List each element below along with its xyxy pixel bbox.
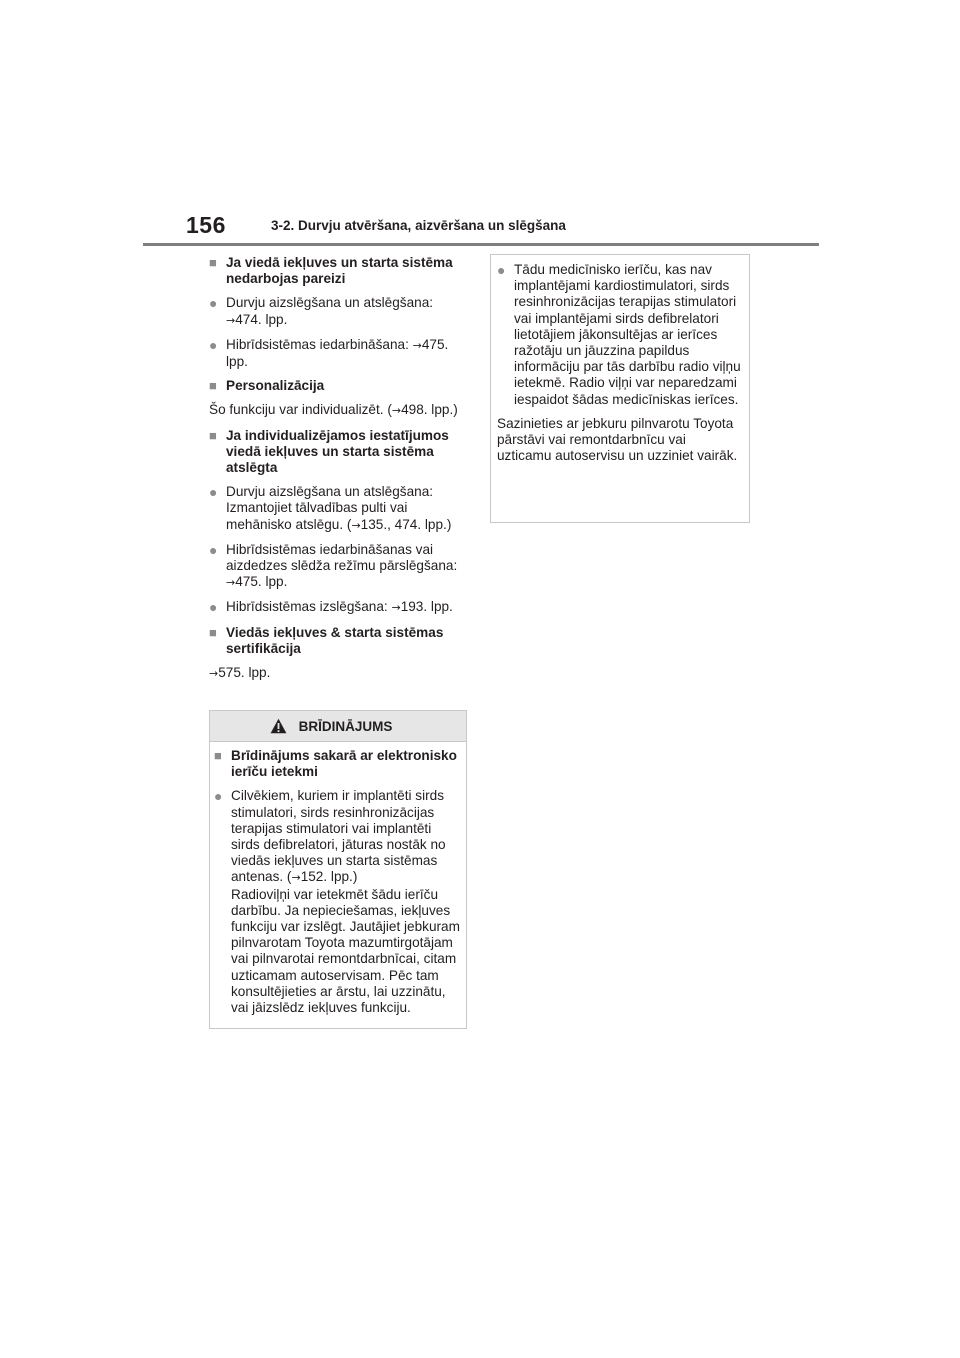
- arrow-icon: →: [209, 667, 219, 681]
- warning-body: [210, 742, 466, 1016]
- arrow-icon: →: [291, 871, 301, 885]
- bullet-icon: ●: [209, 541, 218, 558]
- section-heading: [209, 625, 471, 657]
- arrow-icon: →: [226, 576, 236, 590]
- heading-marker-icon: ■: [209, 427, 217, 443]
- list-item-text: Cilvēkiem, kuriem ir implantēti sirds stimulatori, sirds resinhronizācijas terapijas stimulatori vai implantēti sirds defibrelatori, jāturas nostāk no viedās iekļuves un starta sistēmas antenas. (→152. lpp.) Radioviļņi var ietekmēt šādu ierīču darbību. Ja nepieciešamas, iekļuves funkciju var izslēgt. Jautājiet jebkuram pilnvarotam Toyota mazumtirgotājam vai pilnvarotai remontdarbnīcai, citam uzticamam autoservisam. Pēc tam konsultējieties ar ārstu, lai uzzinātu, vai jāizslēdz iekļuves funkciju.: [231, 788, 460, 1016]
- heading-marker-icon: ■: [209, 624, 217, 640]
- page-reference: 135., 474. lpp.): [360, 516, 452, 532]
- list-item: [214, 788, 462, 1016]
- chapter-title: 3-2. Durvju atvēršana, aizvēršana un slēgšana: [271, 218, 566, 233]
- section-heading: [209, 378, 471, 394]
- warning-heading-text: Brīdinājums sakarā ar elektronisko ierīču ietekmi: [231, 748, 457, 780]
- list-item: [209, 337, 471, 370]
- header-rule: [143, 243, 819, 246]
- page-number: 156: [186, 212, 226, 238]
- section-heading-text: Ja individualizējamos iestatījumos viedā iekļuves un starta sistēma atslēgta: [226, 427, 449, 476]
- heading-marker-icon: ■: [209, 378, 217, 394]
- arrow-icon: →: [391, 404, 402, 418]
- section-heading-text: Personalizācija: [226, 378, 325, 394]
- list-item: [209, 599, 471, 616]
- page-reference: 475. lpp.: [226, 336, 449, 370]
- warning-heading: [214, 748, 462, 780]
- list-item-text: Durvju aizslēgšana un atslēgšana: →474. lpp.: [226, 295, 434, 327]
- list-item-text: Hibrīdsistēmas iedarbināšanas vai aizdedzes slēdža režīmu pārslēgšana: →475. lpp.: [226, 541, 458, 590]
- page-reference: 152. lpp.): [300, 869, 358, 885]
- warning-title: BRĪDINĀJUMS: [298, 718, 393, 734]
- bullet-icon: ●: [209, 336, 218, 353]
- arrow-icon: →: [351, 518, 361, 532]
- page-reference: 498. lpp.): [401, 402, 458, 418]
- list-item: [209, 542, 471, 592]
- section-heading: [209, 255, 471, 287]
- bullet-icon: ●: [209, 484, 218, 501]
- list-item: [209, 295, 471, 328]
- list-item-text: Durvju aizslēgšana un atslēgšana: Izmantojiet tālvadības pulti vai mehānisko atslēgu. (→135., 474. lpp.): [226, 484, 452, 532]
- page-reference: 193. lpp.: [400, 599, 453, 615]
- warning-header: [210, 711, 466, 742]
- warning-box: [209, 710, 467, 1029]
- arrow-icon: →: [412, 338, 422, 352]
- heading-marker-icon: ■: [209, 255, 217, 270]
- paragraph: Sazinieties ar jebkuru pilnvarotu Toyota pārstāvi vai remontdarbnīcu vai uzticamu autoservisu un uzziniet vairāk.: [497, 415, 738, 464]
- paragraph: Šo funkciju var individualizēt. (→498. lpp.): [209, 402, 458, 418]
- paragraph: [209, 665, 471, 682]
- page-reference: 475. lpp.: [235, 574, 288, 590]
- arrow-icon: →: [391, 601, 401, 615]
- page-reference: 575. lpp.: [218, 665, 271, 681]
- list-item-text: Hibrīdsistēmas izslēgšana: →193. lpp.: [226, 599, 453, 615]
- info-box: [490, 254, 750, 523]
- heading-marker-icon: ■: [214, 748, 222, 763]
- bullet-icon: ●: [497, 262, 506, 278]
- page-reference: 474. lpp.: [235, 311, 288, 327]
- left-column: [209, 255, 471, 690]
- warning-triangle-icon: [270, 718, 287, 734]
- bullet-icon: ●: [214, 788, 223, 805]
- section-heading-text: Ja viedā iekļuves un starta sistēma nedarbojas pareizi: [226, 255, 453, 287]
- list-item-text: Hibrīdsistēmas iedarbināšana: →475. lpp.: [226, 336, 449, 370]
- list-item: [209, 484, 471, 534]
- section-heading: [209, 428, 471, 477]
- list-item-text: Tādu medicīnisko ierīču, kas nav implantējami kardiostimulatori, sirds resinhronizācijas terapijas stimulatori vai implantējami sirds defibrelatori lietotājiem jākonsultējas ar ierīces ražotāju un jāuzzina papildus informāciju par tās darbību radio viļņu ietekmē. Radio viļņi var neparedzami iespaidot šādas medicīniskas ierīces.: [514, 262, 741, 407]
- bullet-icon: ●: [209, 599, 218, 616]
- section-heading-text: Viedās iekļuves & starta sistēmas sertifikācija: [226, 624, 444, 656]
- list-item: [497, 262, 743, 408]
- arrow-icon: →: [226, 313, 236, 327]
- bullet-icon: ●: [209, 295, 218, 312]
